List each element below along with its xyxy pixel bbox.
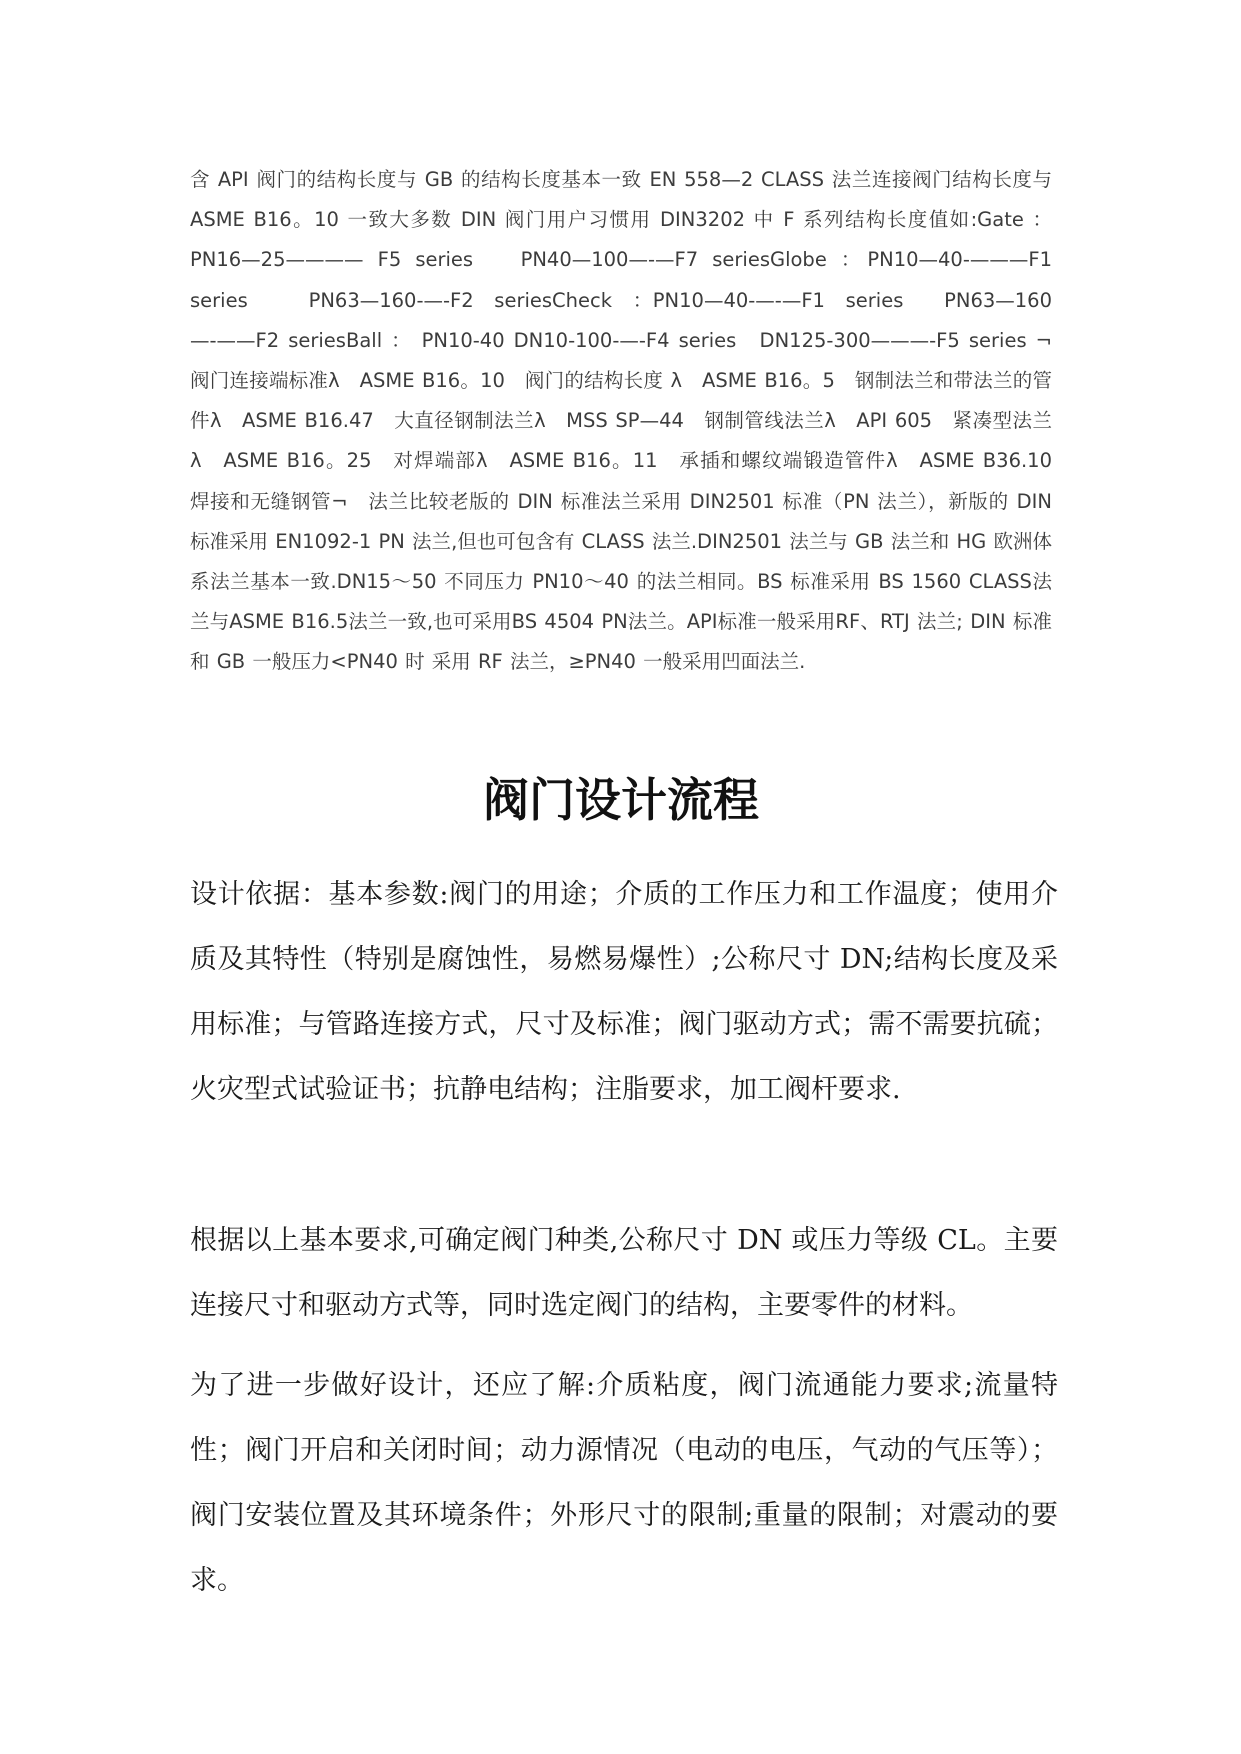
flange-standards-text	[190, 160, 1092, 683]
intro-paragraph: 含 API 阀门的结构长度与 GB 的结构长度基本一致 EN 558—2 CLASS 法兰连接阀门结构长度与 ASME B16。10 一致大多数 DIN 阀门用户习惯用 DIN3202 中 F 系列结构长度值如:Gate ： PN16—25———— F5 series PN40—100—-—F7 seriesGlobe ：PN10—40-———F1 series PN63—160-—-F2 seriesCheck ：PN10—40-—-—F1 series PN63—160—-——F2 seriesBall ： PN10-40 DN10-100-—-F4 series DN125-300———-F5 series ¬ 阀门连接端标准λ ASME B16。10 阀门的结构长度 λ ASME B16。5 钢制法兰和带法兰的管件λ ASME B16.47 大直径钢制法兰λ MSS SP—44 钢制管线法兰λ API 605 紧凑型法兰 λ ASME B16。25 对焊端部λ ASME B16。11 承插和螺纹端锻造管件λ ASME B36.10 焊接和无缝钢管¬ 法兰比较老版的 DIN 标准法兰采用 DIN2501 标准（PN 法兰），新版的 DIN 标准采用 EN1092-1 PN 法兰,但也可包含有 CLASS 法兰.DIN2501 法兰与 GB 法兰和 HG 欧洲体系法兰基本一致.DN15～50 不同压力 PN10～40 的法兰相同。BS 标准采用 BS 1560 CLASS法兰与ASME B16.5法兰一致,也可采用BS 4504 PN法兰。API标准一般采用RF、RTJ 法兰; DIN 标准和 GB 一般压力<PN40 时 采用 RF 法兰，≥PN40 一般采用凹面法兰.	[190, 168, 1092, 674]
valve-selection-paragraph: 根据以上基本要求,可确定阀门种类,公称尺寸 DN 或压力等级 CL。主要连接尺寸和驱动方式等，同时选定阀门的结构，主要零件的材料。	[190, 1225, 1058, 1321]
further-requirements-paragraph: 为了进一步做好设计，还应了解:介质粘度，阀门流通能力要求;流量特性；阀门开启和关闭时间；动力源情况（电动的电压，气动的气压等）；阀门安装位置及其环境条件；外形尺寸的限制;重量的限制；对震动的要求。	[190, 1370, 1058, 1596]
section-title: 阀门设计流程	[483, 773, 759, 827]
design-basis-paragraph: 设计依据：基本参数:阀门的用途；介质的工作压力和工作温度；使用介质及其特性（特别是腐蚀性，易燃易爆性）;公称尺寸 DN;结构长度及采用标准；与管路连接方式，尺寸及标准；阀门驱动方式；需不需要抗硫；火灾型式试验证书；抗静电结构；注脂要求，加工阀杆要求.	[190, 879, 1058, 1105]
